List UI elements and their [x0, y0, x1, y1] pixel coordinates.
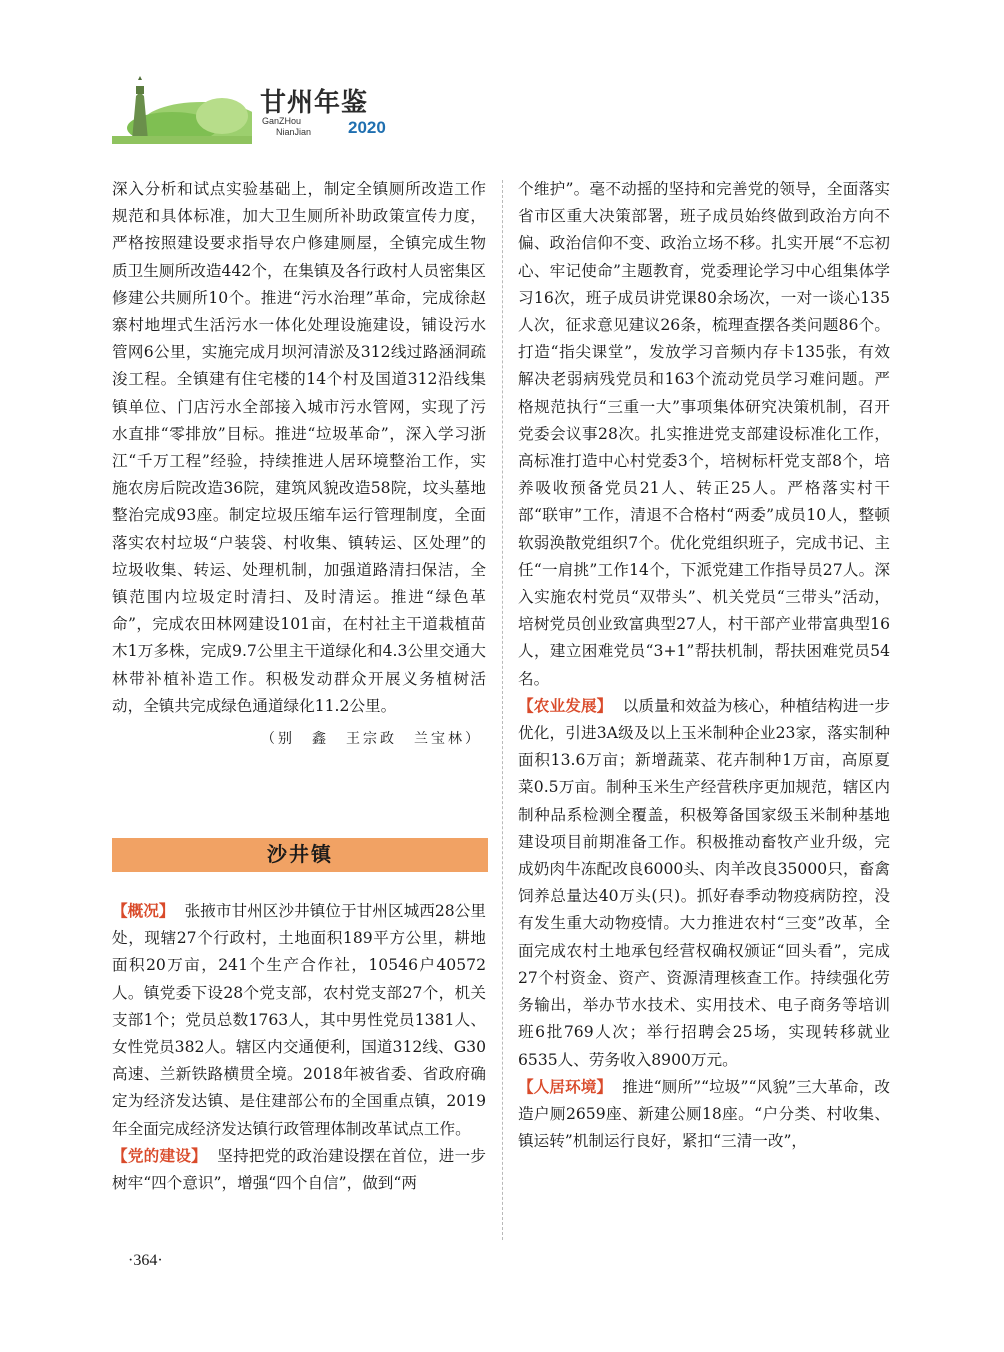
body-paragraph: 深入分析和试点实验基础上，制定全镇厕所改造工作规范和具体标准，加大卫生厕所补助政策宣传力度，严格按照建设要求指导农户修建厕屋，全镇完成生物质卫生厕所改造442个，在集镇及各行政村人员密集区修建公共厕所10个。推进“污水治理”革命，完成徐赵寨村地埋式生活污水一体化处理设施建设，铺设污水管网6公里，实施完成月坝河清淤及312线过路涵洞疏浚工程。全镇建有住宅楼的14个村及国道312沿线集镇单位、门店污水全部接入城市污水管网，实现了污水直排“零排放”目标。推进“垃圾革命”，深入学习浙江“千万工程”经验，持续推进人居环境整治工作，实施农房后院改造36院，建筑风貌改造58院，坟头墓地整治完成93座。制定垃圾压缩车运行管理制度，全面落实农村垃圾“户装袋、村收集、镇转运、区处理”的垃圾收集、转运、处理机制，加强道路清扫保洁，全镇范围内垃圾定时清扫、及时清运。推进“绿色革命”，完成农田林网建设101亩，在村社主干道栽植苗木1万多株，完成9.7公里主干道绿化和4.3公里交通大林带补植补造工作。积极发动群众开展义务植树活动，全镇共完成绿色通道绿化11.2公里。 — [112, 180, 486, 715]
overview-tag: 【概况】 — [112, 903, 175, 920]
overview-text: 张掖市甘州区沙井镇位于甘州区城西28公里处，现辖27个行政村，土地面积189平方公里，耕地面积20万亩，241个生产合作社，10546户40572人。镇党委下设28个党支部，农村党支部27个，机关支部1个；党员总数1763人，其中男性党员1381人、女性党员382人。辖区内交通便利，国道312线、G30高速、兰新铁路横贯全境。2018年被省委、省政府确定为经济发达镇、是住建部公布的全国重点镇，2019年全面完成经济发达镇行政管理体制改革试点工作。 — [112, 902, 486, 1138]
agriculture-text: 以质量和效益为核心，种植结构进一步优化，引进3A级及以上玉米制种企业23家，落实制种面积13.6万亩；新增蔬菜、花卉制种1万亩，高原夏菜0.5万亩。制种玉米生产经营秩序更加规范，辖区内制种品系检测全覆盖，积极筹备国家级玉米制种基地建设项目前期准备工作。积极推动畜牧产业升级，完成奶肉牛冻配改良6000头、肉羊改良35000只，畜禽饲养总量达40万头(只)。抓好春季动物疫病防控，没有发生重大动物疫情。大力推进农村“三变”改革，全面完成农村土地承包经营权确权颁证“回头看”，完成27个村资金、资产、资源清理核查工作。持续强化劳务输出，举办节水技术、实用技术、电子商务等培训班6批769人次；举行招聘会25场，实现转移就业6535人、劳务收入8900万元。 — [518, 696, 890, 1069]
landscape-logo-icon — [112, 76, 252, 144]
party-paragraph — [112, 1143, 486, 1197]
author-signature: （别 鑫 王宗政 兰宝林） — [261, 731, 482, 748]
overview-paragraph — [112, 898, 486, 1143]
environment-text: 推进“厕所”“垃圾”“风貌”三大革命，改造户厕2659座、新建公厕18座。“户分类、村收集、镇运转”机制运行良好，紧扣“三清一改”， — [518, 1077, 890, 1151]
section-title: 沙井镇 — [112, 838, 488, 872]
page-header — [112, 76, 412, 146]
party-continued-paragraph: 个维护”。毫不动摇的坚持和完善党的领导，全面落实省市区重大决策部署，班子成员始终做到政治方向不偏、政治信仰不变、政治立场不移。扎实开展“不忘初心、牢记使命”主题教育，党委理论学习中心组集体学习16次，班子成员讲党课80余场次，一对一谈心135人次，征求意见建议26条，梳理查摆各类问题86个。打造“指尖课堂”，发放学习音频内存卡135张，有效解决老弱病残党员和163个流动党员学习难问题。严格规范执行“三重一大”事项集体研究决策机制，召开党委会议事28次。扎实推进党支部建设标准化工作，高标准打造中心村党委3个，培树标杆党支部8个，培养吸收预备党员21人、转正25人。严格落实村干部“联审”工作，清退不合格村“两委”成员10人，整顿软弱涣散党组织7个。优化党组织班子，完成书记、主任“一肩挑”工作14个，下派党建工作指导员27人。深入实施农村党员“双带头”、机关党员“三带头”活动，培树党员创业致富典型27人，村干部产业带富典型16人，建立困难党员“3+1”帮扶机制，帮扶困难党员54名。 — [518, 180, 890, 688]
column-divider — [502, 180, 503, 1240]
yearbook-year: 2020 — [348, 118, 386, 137]
environment-paragraph — [518, 1074, 890, 1156]
left-column-section — [112, 898, 486, 1197]
party-text: 坚持把党的政治建设摆在首位，进一步树牢“四个意识”，增强“四个自信”，做到“两 — [112, 1146, 486, 1193]
subtitle-line-1: GanZHou — [262, 116, 302, 126]
environment-tag: 【人居环境】 — [518, 1078, 613, 1096]
agriculture-tag: 【农业发展】 — [518, 697, 613, 715]
left-column — [112, 176, 486, 753]
subtitle-line-2: NianJian — [276, 127, 312, 137]
page-number: ·364· — [128, 1252, 163, 1269]
yearbook-title: 甘州年鉴 — [260, 88, 369, 118]
yearbook-subtitle — [262, 116, 311, 138]
agriculture-paragraph — [518, 693, 890, 1074]
right-column — [518, 176, 890, 1155]
party-tag: 【党的建设】 — [112, 1147, 207, 1165]
